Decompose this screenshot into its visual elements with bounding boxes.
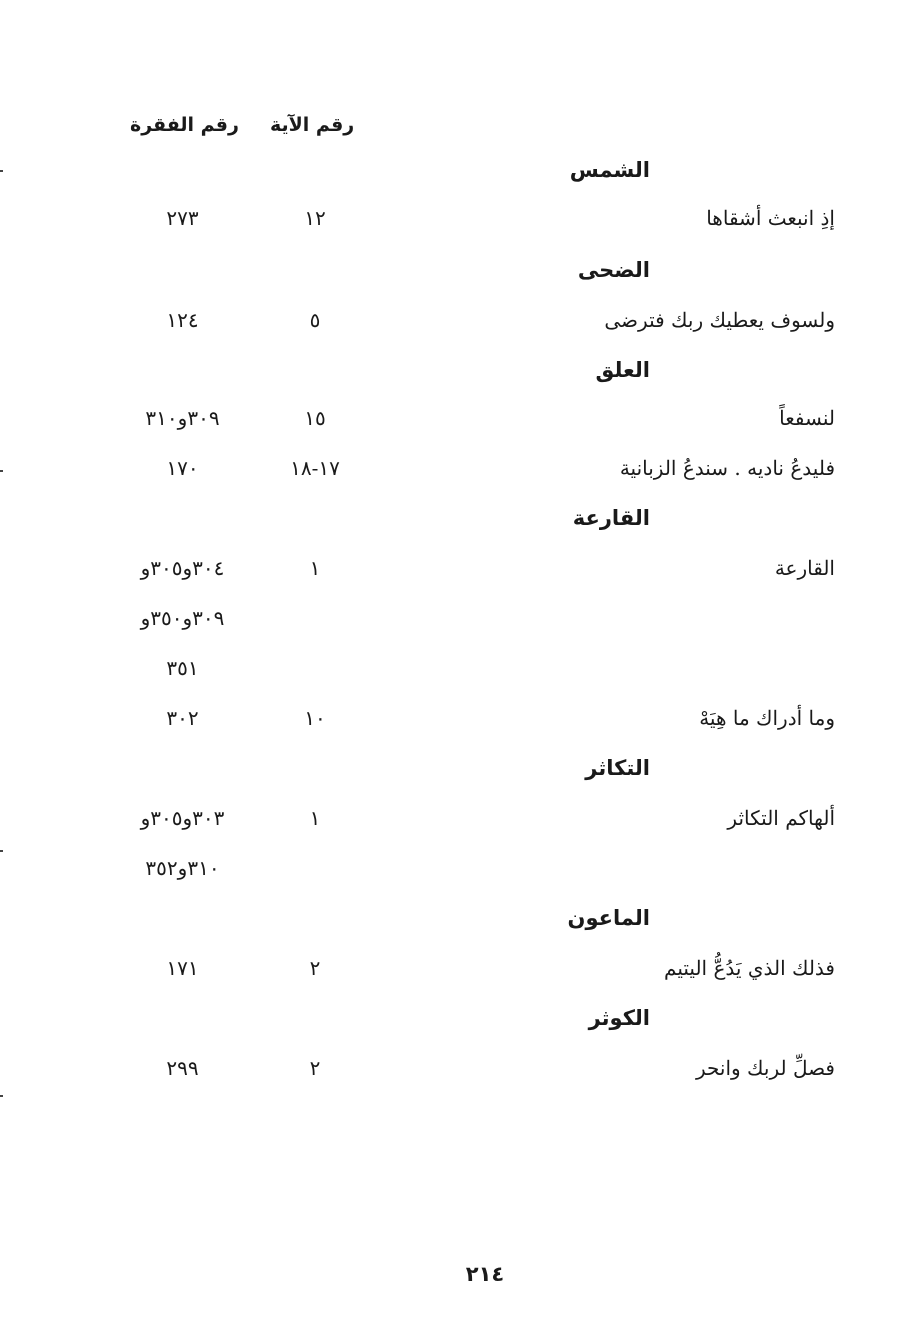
paragraph-number: ٣١٠و٣٥٢ (145, 856, 220, 880)
verse-number: ١ (309, 556, 321, 580)
verse-row (0, 556, 910, 596)
verse-text: ولسوف يعطيك ربك فترضى (604, 308, 835, 332)
paragraph-number: ٢٧٣ (166, 206, 199, 230)
verse-text: لنسفعاً (779, 406, 835, 430)
verse-text: وما أدراك ما هِيَهْ (699, 706, 835, 730)
verse-number: ١٥ (304, 406, 326, 430)
paragraph-number: ٣٠٣و٣٠٥و (140, 806, 225, 830)
edge-mark (0, 470, 3, 472)
surah-name: العلق (595, 358, 650, 382)
verse-text: القارعة (774, 556, 835, 580)
edge-mark (0, 1095, 3, 1097)
paragraph-number: ٣٠٩و٣١٠ (145, 406, 220, 430)
surah-heading-row (0, 158, 910, 198)
verse-row (0, 1056, 910, 1096)
verse-row (0, 456, 910, 496)
verse-number: ١٧-١٨ (290, 456, 340, 480)
surah-heading-row (0, 906, 910, 946)
paragraph-number: ٣٥١ (166, 656, 199, 680)
verse-number: ١٠ (304, 706, 326, 730)
verse-number-header: رقم الآية (270, 114, 355, 136)
edge-mark (0, 850, 3, 852)
paragraph-number: ١٧١ (166, 956, 199, 980)
surah-name: القارعة (572, 506, 650, 530)
verse-row (0, 406, 910, 446)
surah-heading-row (0, 756, 910, 796)
surah-name: الماعون (567, 906, 650, 930)
verse-text: فليدعُ ناديه . سندعُ الزبانية (619, 456, 835, 480)
surah-name: التكاثر (585, 756, 650, 780)
surah-heading-row (0, 1006, 910, 1046)
paragraph-number: ٣٠٤و٣٠٥و (140, 556, 225, 580)
surah-name: الكوثر (588, 1006, 650, 1030)
verse-number: ٥ (309, 308, 321, 332)
continuation-row (0, 856, 910, 896)
verse-row (0, 706, 910, 746)
verse-number: ٢ (309, 1056, 321, 1080)
paragraph-number: ٣٠٩و٣٥٠و (140, 606, 225, 630)
paragraph-number: ٣٠٢ (166, 706, 199, 730)
surah-heading-row (0, 358, 910, 398)
verse-number: ١٢ (304, 206, 326, 230)
surah-name: الشمس (569, 158, 650, 182)
surah-heading-row (0, 258, 910, 298)
continuation-row (0, 656, 910, 696)
surah-name: الضحى (577, 258, 650, 282)
paragraph-number: ٢٩٩ (166, 1056, 199, 1080)
continuation-row (0, 606, 910, 646)
verse-row (0, 806, 910, 846)
edge-mark (0, 170, 3, 172)
verse-row (0, 956, 910, 996)
paragraph-number: ١٢٤ (166, 308, 199, 332)
surah-heading-row (0, 506, 910, 546)
verse-row (0, 206, 910, 246)
verse-row (0, 308, 910, 348)
verse-number: ٢ (309, 956, 321, 980)
verse-text: فذلك الذي يَدُعُّ اليتيم (664, 956, 835, 980)
paragraph-number: ١٧٠ (166, 456, 199, 480)
verse-text: فصلِّ لربك وانحر (695, 1056, 835, 1080)
verse-number: ١ (309, 806, 321, 830)
page-number: ٢١٤ (465, 1262, 505, 1286)
paragraph-number-header: رقم الفقرة (130, 114, 239, 136)
verse-text: ألهاكم التكاثر (727, 806, 835, 830)
verse-text: إذِ انبعث أشقاها (706, 206, 835, 230)
